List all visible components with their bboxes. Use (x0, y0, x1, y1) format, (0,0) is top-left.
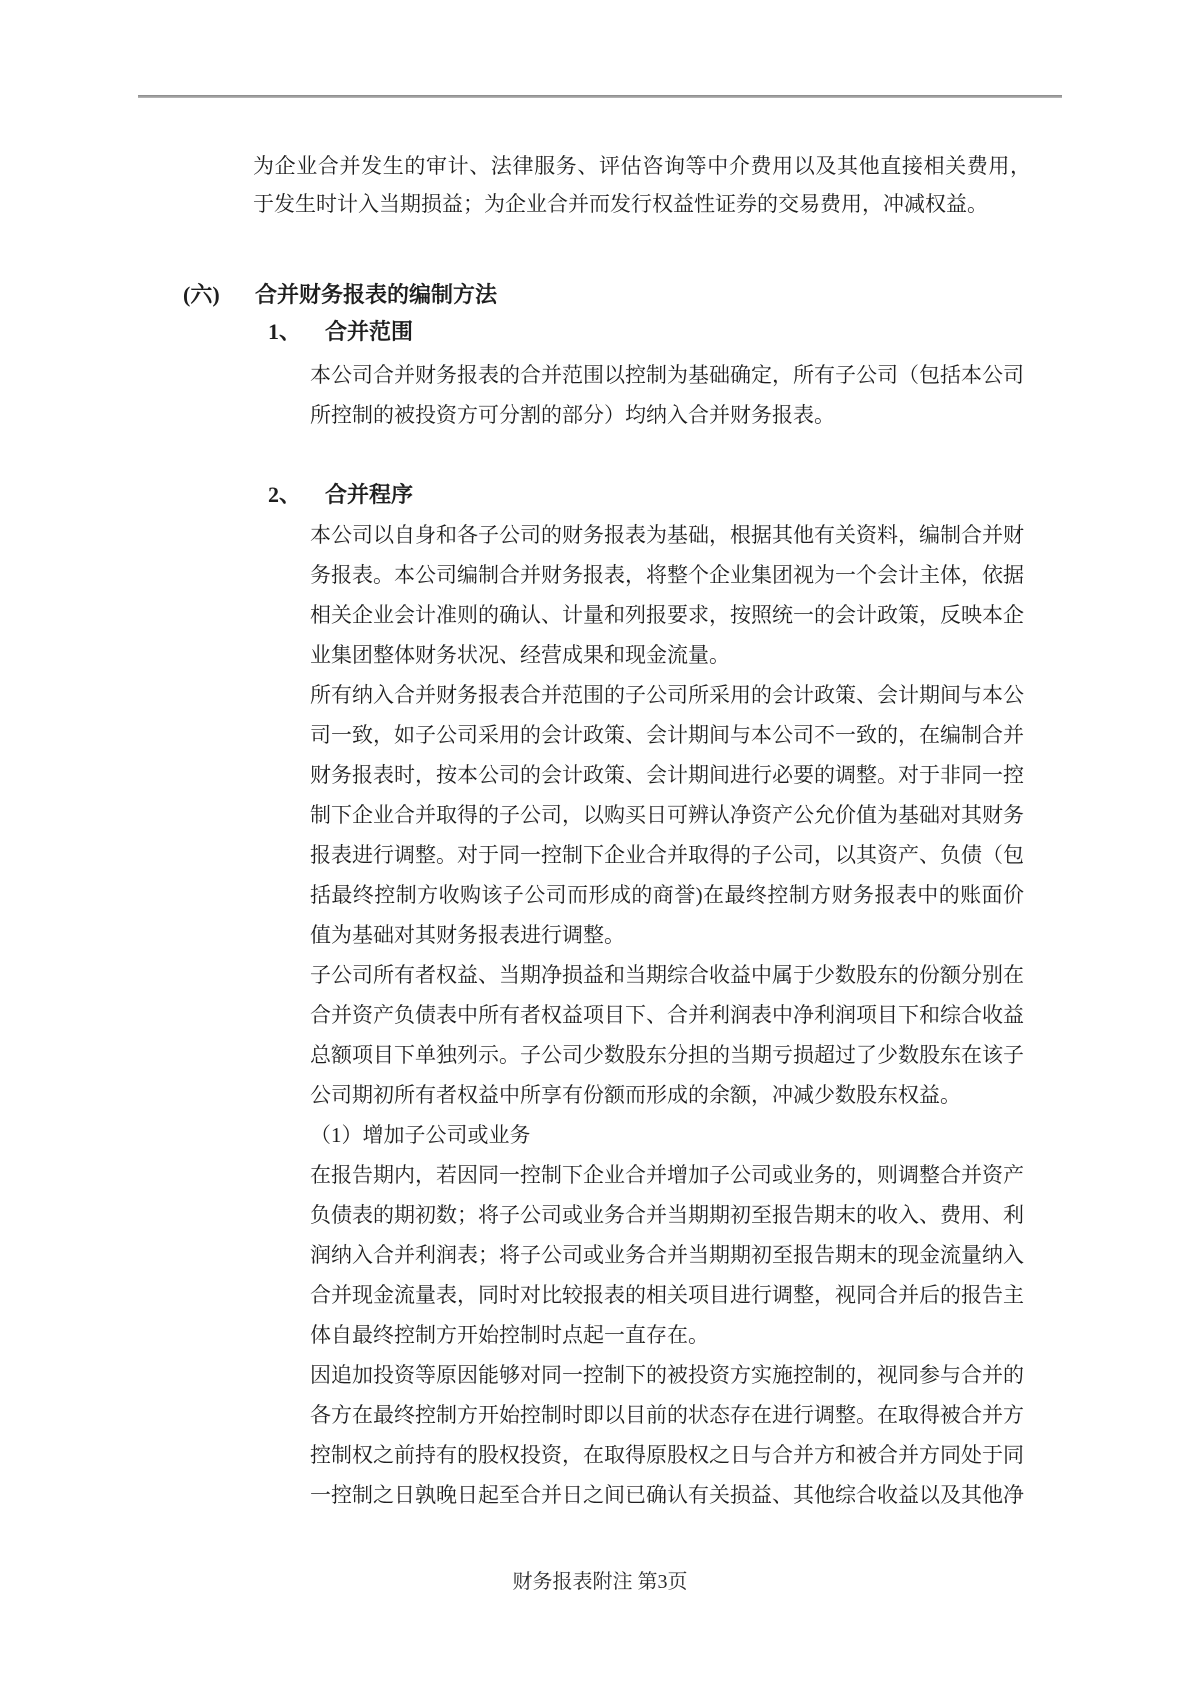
section-number: (六) (183, 282, 220, 307)
section-title: 合并财务报表的编制方法 (255, 282, 498, 307)
text-line: 各方在最终控制方开始控制时即以目前的状态存在进行调整。在取得被合并方 (310, 1403, 1024, 1427)
text-line: 一控制之日孰晚日起至合并日之间已确认有关损益、其他综合收益以及其他净 (310, 1483, 1024, 1507)
text-line: 报表进行调整。对于同一控制下企业合并取得的子公司，以其资产、负债（包 (310, 843, 1024, 867)
intro-paragraph (253, 147, 1031, 223)
text-line: 务报表。本公司编制合并财务报表，将整个企业集团视为一个会计主体，依据 (310, 563, 1024, 587)
text-line: 值为基础对其财务报表进行调整。 (310, 923, 625, 947)
subsection-2-body (310, 515, 1024, 1515)
text-line: 本公司以自身和各子公司的财务报表为基础，根据其他有关资料，编制合并财 (310, 523, 1024, 547)
text-line: 为企业合并发生的审计、法律服务、评估咨询等中介费用以及其他直接相关费用， (253, 154, 1031, 178)
section-heading-6 (183, 276, 497, 314)
text-line: （1）增加子公司或业务 (310, 1123, 531, 1147)
subsection-heading-2 (268, 476, 413, 514)
text-line: 因追加投资等原因能够对同一控制下的被投资方实施控制的，视同参与合并的 (310, 1363, 1024, 1387)
text-line: 公司期初所有者权益中所享有份额而形成的余额，冲减少数股东权益。 (310, 1083, 961, 1107)
text-line: 所控制的被投资方可分割的部分）均纳入合并财务报表。 (310, 403, 835, 427)
page-footer: 财务报表附注 第3页 (512, 1571, 688, 1593)
text-line: 制下企业合并取得的子公司，以购买日可辨认净资产公允价值为基础对其财务 (310, 803, 1024, 827)
text-line: 总额项目下单独列示。子公司少数股东分担的当期亏损超过了少数股东在该子 (310, 1043, 1024, 1067)
text-line: 所有纳入合并财务报表合并范围的子公司所采用的会计政策、会计期间与本公 (310, 683, 1024, 707)
text-line: 在报告期内，若因同一控制下企业合并增加子公司或业务的，则调整合并资产 (310, 1163, 1024, 1187)
text-line: 业集团整体财务状况、经营成果和现金流量。 (310, 643, 730, 667)
text-line: 于发生时计入当期损益；为企业合并而发行权益性证券的交易费用，冲减权益。 (253, 192, 988, 216)
text-line: 体自最终控制方开始控制时点起一直存在。 (310, 1323, 709, 1347)
text-line: 括最终控制方收购该子公司而形成的商誉)在最终控制方财务报表中的账面价 (310, 883, 1024, 907)
text-line: 子公司所有者权益、当期净损益和当期综合收益中属于少数股东的份额分别在 (310, 963, 1024, 987)
text-line: 合并资产负债表中所有者权益项目下、合并利润表中净利润项目下和综合收益 (310, 1003, 1024, 1027)
subsection-number: 1、 (268, 319, 302, 344)
header-rule (138, 95, 1062, 98)
text-line: 本公司合并财务报表的合并范围以控制为基础确定，所有子公司（包括本公司 (310, 363, 1024, 387)
subsection-title: 合并范围 (325, 319, 414, 344)
text-line: 润纳入合并利润表；将子公司或业务合并当期期初至报告期末的现金流量纳入 (310, 1243, 1024, 1267)
text-line: 控制权之前持有的股权投资，在取得原股权之日与合并方和被合并方同处于同 (310, 1443, 1024, 1467)
subsection-number: 2、 (268, 482, 302, 507)
text-line: 财务报表时，按本公司的会计政策、会计期间进行必要的调整。对于非同一控 (310, 763, 1024, 787)
subsection-heading-1 (268, 313, 413, 351)
text-line: 相关企业会计准则的确认、计量和列报要求，按照统一的会计政策，反映本企 (310, 603, 1024, 627)
subsection-1-body (310, 355, 1024, 435)
text-line: 合并现金流量表，同时对比较报表的相关项目进行调整，视同合并后的报告主 (310, 1283, 1024, 1307)
text-line: 司一致，如子公司采用的会计政策、会计期间与本公司不一致的，在编制合并 (310, 723, 1024, 747)
subsection-title: 合并程序 (325, 482, 414, 507)
text-line: 负债表的期初数；将子公司或业务合并当期期初至报告期末的收入、费用、利 (310, 1203, 1024, 1227)
